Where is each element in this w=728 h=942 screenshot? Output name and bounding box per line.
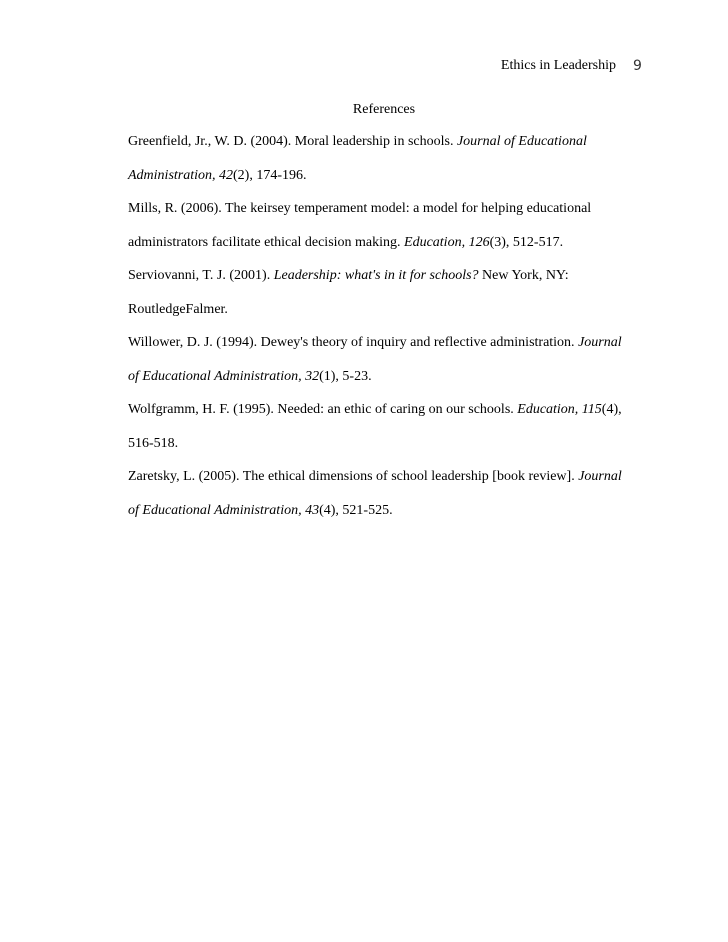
references-heading-text: References bbox=[352, 102, 416, 117]
running-head: Ethics in Leadership bbox=[500, 58, 616, 73]
reference-line bbox=[128, 226, 648, 260]
reference-text: 516-518. bbox=[128, 435, 179, 451]
reference-line bbox=[128, 293, 648, 327]
reference-line bbox=[128, 326, 648, 360]
reference-text: RoutledgeFalmer. bbox=[128, 301, 228, 317]
reference-italic-text: Education, 115 bbox=[517, 402, 602, 417]
reference-italic-text: Administration, 42 bbox=[128, 167, 234, 183]
reference-text: Greenfield, Jr., W. D. (2004). Moral leadership in schools. bbox=[128, 134, 457, 149]
reference-text: administrators facilitate ethical decision making. bbox=[128, 234, 405, 250]
reference-italic-text: Education, 126 bbox=[404, 234, 490, 250]
reference-italic-text: Journal bbox=[578, 335, 622, 350]
reference-entry-serviovanni bbox=[128, 259, 648, 326]
reference-text: Zaretsky, L. (2005). The ethical dimensions of school leadership [book review]. bbox=[128, 469, 579, 484]
reference-line bbox=[128, 460, 648, 494]
reference-text: Serviovanni, T. J. (2001). bbox=[128, 268, 274, 283]
reference-line bbox=[128, 427, 648, 461]
reference-line bbox=[128, 192, 648, 226]
reference-text: (4), bbox=[601, 402, 622, 417]
reference-text: New York, NY: bbox=[478, 268, 569, 283]
page-number: 9 bbox=[633, 58, 642, 74]
reference-line bbox=[128, 159, 648, 193]
reference-list bbox=[128, 125, 648, 527]
reference-line bbox=[128, 494, 648, 528]
reference-text: (1), 5-23. bbox=[319, 368, 372, 384]
reference-text: (3), 512-517. bbox=[489, 234, 564, 250]
reference-italic-text: of Educational Administration, 32 bbox=[128, 368, 320, 384]
reference-text: Mills, R. (2006). The keirsey temperament model: a model for helping educational bbox=[128, 201, 592, 216]
reference-entry-willower bbox=[128, 326, 648, 393]
reference-text: Wolfgramm, H. F. (1995). Needed: an ethic of caring on our schools. bbox=[128, 402, 518, 417]
reference-line bbox=[128, 360, 648, 394]
reference-italic-text: of Educational Administration, 43 bbox=[128, 502, 320, 518]
reference-line bbox=[128, 393, 648, 427]
reference-entry-zaretsky bbox=[128, 460, 648, 527]
reference-line bbox=[128, 125, 648, 159]
reference-entry-wolfgramm bbox=[128, 393, 648, 460]
reference-italic-text: Leadership: what's in it for schools? bbox=[273, 268, 479, 283]
reference-line bbox=[128, 259, 648, 293]
references-heading bbox=[0, 101, 728, 119]
reference-text: (2), 174-196. bbox=[233, 167, 307, 183]
reference-entry-mills bbox=[128, 192, 648, 259]
reference-entry-greenfield bbox=[128, 125, 648, 192]
reference-text: Willower, D. J. (1994). Dewey's theory of inquiry and reflective administration. bbox=[128, 335, 579, 350]
reference-text: (4), 521-525. bbox=[319, 502, 393, 518]
reference-italic-text: Journal of Educational bbox=[456, 134, 587, 149]
reference-italic-text: Journal bbox=[578, 469, 622, 484]
